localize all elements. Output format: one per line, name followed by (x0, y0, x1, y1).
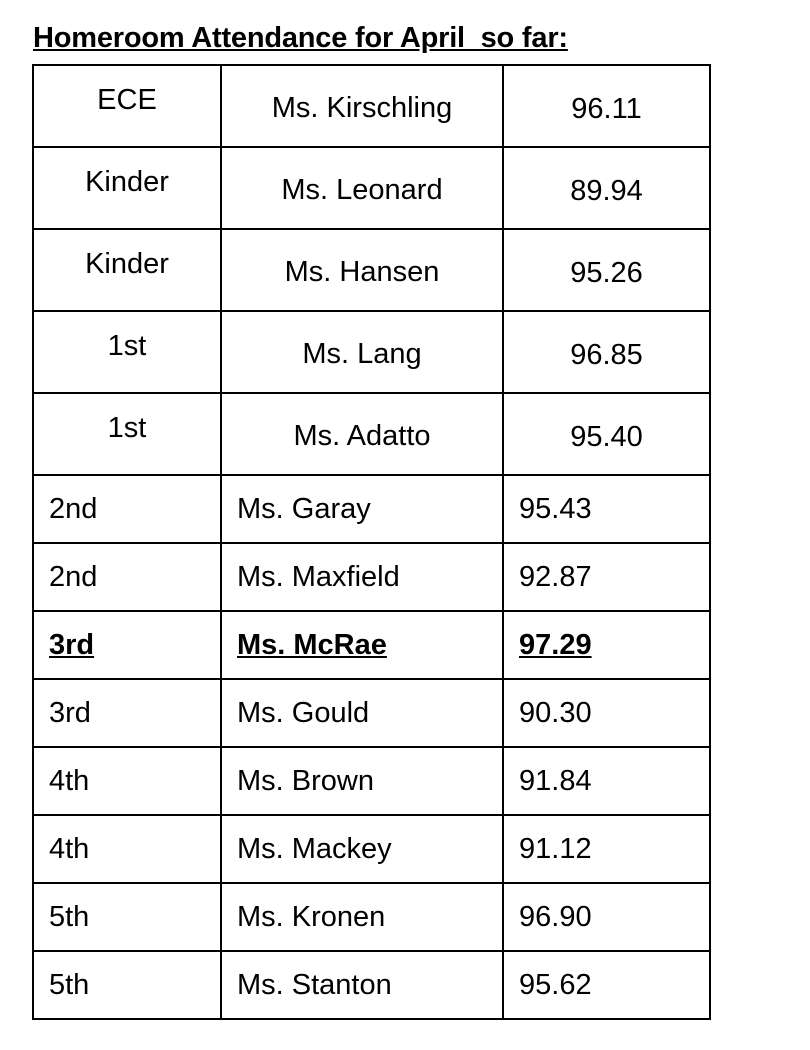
teacher-cell: Ms. Kirschling (221, 65, 503, 147)
grade-cell: 1st (33, 393, 221, 475)
percent-cell: 95.62 (503, 951, 710, 1019)
percent-cell: 92.87 (503, 543, 710, 611)
percent-cell: 95.40 (503, 393, 710, 475)
percent-cell: 96.85 (503, 311, 710, 393)
teacher-cell: Ms. Maxfield (221, 543, 503, 611)
percent-cell: 96.11 (503, 65, 710, 147)
percent-cell: 91.84 (503, 747, 710, 815)
grade-cell: 4th (33, 815, 221, 883)
grade-cell: 3rd (33, 679, 221, 747)
grade-cell: Kinder (33, 229, 221, 311)
grade-cell: 4th (33, 747, 221, 815)
percent-cell: 91.12 (503, 815, 710, 883)
table-row (33, 147, 710, 229)
grade-cell: 3rd (33, 611, 221, 679)
teacher-cell: Ms. Garay (221, 475, 503, 543)
grade-cell: ECE (33, 65, 221, 147)
teacher-cell: Ms. Stanton (221, 951, 503, 1019)
percent-cell: 90.30 (503, 679, 710, 747)
grade-cell: 2nd (33, 475, 221, 543)
percent-cell: 89.94 (503, 147, 710, 229)
table-row (33, 311, 710, 393)
table-row (33, 679, 710, 747)
percent-cell: 96.90 (503, 883, 710, 951)
table-row (33, 951, 710, 1019)
table-row-highlighted (33, 611, 710, 679)
table-row (33, 815, 710, 883)
attendance-table (32, 64, 711, 1020)
table-row (33, 747, 710, 815)
teacher-cell: Ms. Hansen (221, 229, 503, 311)
grade-cell: Kinder (33, 147, 221, 229)
teacher-cell: Ms. McRae (221, 611, 503, 679)
table-row (33, 543, 710, 611)
grade-cell: 2nd (33, 543, 221, 611)
grade-cell: 1st (33, 311, 221, 393)
table-row (33, 229, 710, 311)
grade-cell: 5th (33, 883, 221, 951)
teacher-cell: Ms. Lang (221, 311, 503, 393)
teacher-cell: Ms. Kronen (221, 883, 503, 951)
teacher-cell: Ms. Gould (221, 679, 503, 747)
table-row (33, 883, 710, 951)
teacher-cell: Ms. Adatto (221, 393, 503, 475)
table-row (33, 393, 710, 475)
teacher-cell: Ms. Leonard (221, 147, 503, 229)
teacher-cell: Ms. Mackey (221, 815, 503, 883)
grade-cell: 5th (33, 951, 221, 1019)
teacher-cell: Ms. Brown (221, 747, 503, 815)
percent-cell: 95.26 (503, 229, 710, 311)
page-title: Homeroom Attendance for April so far: (33, 22, 568, 54)
table-row (33, 65, 710, 147)
table-row (33, 475, 710, 543)
percent-cell: 97.29 (503, 611, 710, 679)
percent-cell: 95.43 (503, 475, 710, 543)
